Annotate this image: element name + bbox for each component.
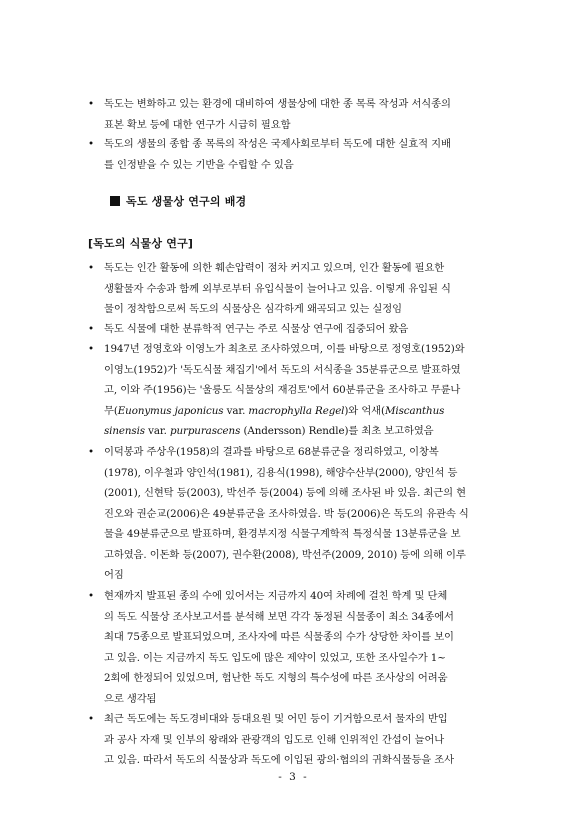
text-line: 고 있음. 따라서 독도의 식물상과 독도에 이입된 광의·협의의 귀화식물등을 조사: [104, 754, 454, 766]
page-number: - 3 -: [278, 771, 309, 783]
text-line: 의 독도 식물상 조사보고서를 분석해 보면 각각 동정된 식물종이 최소 34종에서: [104, 610, 454, 623]
list-item: [88, 258, 518, 320]
text-line: 고 있음. 이는 지금까지 독도 입도에 많은 제약이 있었고, 또한 조사일수가 1~: [104, 651, 446, 664]
text-line: 어짐: [104, 569, 124, 581]
text-line: 진오와 권순교(2006)은 49분류군을 조사하였음. 박 등(2006)은 독도의 유관속 식: [104, 507, 469, 520]
text-line: 2회에 한정되어 있었으며, 험난한 독도 지형의 특수성에 따른 조사상의 어려움: [104, 672, 448, 684]
bullet-mark: •: [88, 98, 94, 110]
bullet-mark: •: [88, 323, 94, 335]
text-line: 고하였음. 이돈화 등(2007), 권수환(2008), 박선주(2009, 2010) 등에 의해 이루: [104, 548, 466, 561]
text-line: 고, 이와 주(1956)는 '울릉도 식물상의 재검토'에서 60분류군을 조사하고 무륜나: [104, 384, 461, 396]
bullet-mark: •: [88, 262, 94, 274]
text-line-species: sinensis var. purpurascens (Andersson) Rendle)를 최초 보고하였음: [104, 425, 434, 437]
text-line: 이덕봉과 주상우(1958)의 결과를 바탕으로 68분류군을 정리하였고, 이창복: [104, 446, 439, 458]
square-bullet-icon: [110, 196, 120, 206]
text-line: 물을 49분류군으로 발표하며, 환경부지정 식물구계학적 특정식물 13분류군을 보: [104, 528, 461, 540]
text-line: 독도는 인간 활동에 의한 훼손압력이 점차 커지고 있으며, 인간 활동에 필요한: [104, 262, 445, 274]
text-line: 생활물자 수송과 함께 외부로부터 유입식물이 늘어나고 있음. 이렇게 유입된 식: [104, 282, 451, 295]
subsection-heading: [독도의 식물상 연구]: [88, 237, 194, 250]
text-line: 를 인정받을 수 있는 기반을 수립할 수 있음: [104, 158, 294, 171]
bullet-mark: •: [88, 343, 94, 355]
list-item: [88, 134, 518, 175]
text-line-species: 무(Euonymus japonicus var. macrophylla Regel)와 억새(Miscanthus: [104, 404, 445, 417]
text-line: 물이 정착함으로써 독도의 식물상은 심각하게 왜곡되고 있는 실정임: [104, 303, 402, 315]
text-line: 최대 75종으로 발표되었으며, 조사자에 따른 식물종의 수가 상당한 차이를 보이: [104, 631, 454, 643]
list-item: [88, 94, 518, 135]
list-item: [88, 319, 518, 340]
bullet-mark: •: [88, 590, 94, 602]
text-line: (2001), 신현탁 등(2003), 박선주 등(2004) 등에 의해 조사된 바 있음. 최근의 현: [104, 487, 466, 499]
text-line: 으로 생각됨: [104, 692, 157, 705]
list-item: [88, 709, 518, 771]
bullet-mark: •: [88, 138, 94, 150]
bullet-mark: •: [88, 713, 94, 725]
text-line: 독도 식물에 대한 분류학적 연구는 주로 식물상 연구에 집중되어 왔음: [104, 323, 409, 335]
list-item: [88, 586, 518, 709]
text-line: 최근 독도에는 독도경비대와 등대요원 및 어민 등이 기거함으로서 물자의 반입: [104, 713, 448, 725]
list-item: [88, 339, 518, 442]
section-heading-text: 독도 생물상 연구의 배경: [126, 195, 247, 208]
bullet-mark: •: [88, 446, 94, 458]
text-line: 현재까지 발표된 종의 수에 있어서는 지금까지 40여 차례에 걸친 학계 및 단체: [104, 590, 448, 602]
text-line: 이영노(1952)가 '독도식물 채집기'에서 독도의 서식종을 35분류군으로 발표하였: [104, 363, 461, 376]
text-line: 1947년 정영호와 이영노가 최초로 조사하였으며, 이를 바탕으로 정영호(1952)와: [104, 343, 465, 355]
text-line: 독도는 변화하고 있는 환경에 대비하여 생물상에 대한 종 목록 작성과 서식종의: [104, 98, 451, 110]
text-line: (1978), 이우철과 양인석(1981), 김용식(1998), 해양수산부(2000), 양인석 등: [104, 466, 458, 479]
text-line: 독도의 생물의 종합 종 목록의 작성은 국제사회로부터 독도에 대한 실효적 지배: [104, 138, 451, 150]
text-line: 과 공사 자재 및 인부의 왕래와 관광객의 입도로 인해 인위적인 간섭이 늘어나: [104, 733, 445, 746]
text-line: 표본 확보 등에 대한 연구가 시급히 필요함: [104, 118, 291, 131]
section-heading: [110, 193, 246, 209]
list-item: [88, 442, 518, 586]
